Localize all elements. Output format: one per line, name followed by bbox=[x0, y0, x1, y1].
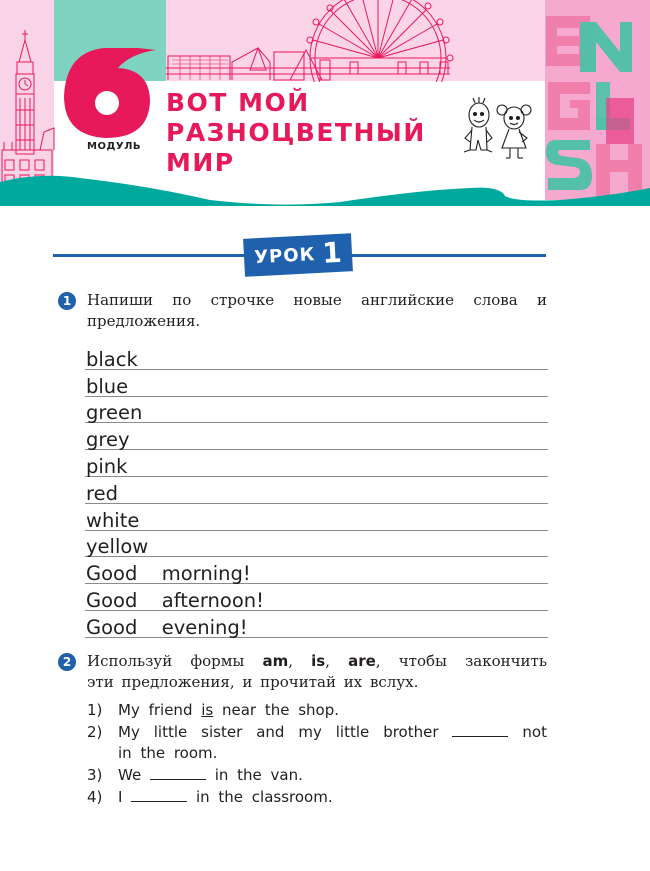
answer-blank[interactable] bbox=[131, 787, 187, 802]
sample-word: black bbox=[86, 347, 138, 371]
answer-blank[interactable] bbox=[452, 722, 508, 737]
sample-word: blue bbox=[86, 374, 129, 398]
writing-line[interactable] bbox=[85, 423, 548, 450]
writing-line[interactable] bbox=[85, 611, 548, 638]
writing-line[interactable] bbox=[85, 343, 548, 370]
exercise2-items bbox=[87, 700, 547, 809]
exercise2-instruction bbox=[87, 651, 547, 693]
module-title bbox=[166, 88, 426, 178]
instruction-line: эти предложения, и прочитай их вслух. bbox=[87, 673, 419, 691]
writing-line[interactable] bbox=[85, 450, 548, 477]
sentence-item: 3) We in the van. bbox=[87, 766, 303, 784]
sample-word: yellow bbox=[86, 535, 149, 559]
form-are: are bbox=[348, 652, 376, 670]
answer-example: is bbox=[201, 701, 214, 719]
writing-line[interactable] bbox=[85, 370, 548, 397]
sentence-item: 1) My friend is near the shop. bbox=[87, 701, 340, 719]
module-header-banner bbox=[0, 0, 650, 206]
writing-line[interactable] bbox=[85, 397, 548, 424]
module-title-line: ВОТ МОЙ bbox=[166, 88, 310, 117]
writing-line[interactable] bbox=[85, 531, 548, 558]
module-number-six bbox=[60, 44, 160, 144]
writing-line[interactable] bbox=[85, 557, 548, 584]
answer-blank[interactable] bbox=[150, 765, 206, 780]
exercise-number-badge: 2 bbox=[58, 653, 76, 671]
instruction-line: Напиши по строчке новые английские слова и bbox=[87, 291, 547, 309]
sentence-item: 2) My little sister and my little brother not in the room. bbox=[87, 723, 547, 762]
sample-phrase: Good morning! bbox=[86, 562, 251, 586]
lesson-badge bbox=[243, 233, 353, 277]
exercise1-instruction bbox=[87, 290, 547, 332]
sample-word: green bbox=[86, 401, 143, 425]
instruction-line: предложения. bbox=[87, 312, 201, 330]
sample-word: pink bbox=[86, 454, 128, 478]
sample-word: red bbox=[86, 481, 118, 505]
sample-word: grey bbox=[86, 428, 130, 452]
lesson-number: 1 bbox=[321, 235, 343, 270]
module-label: МОДУЛЬ bbox=[87, 141, 141, 152]
module-title-line: МИР bbox=[166, 148, 235, 177]
sample-phrase: Good afternoon! bbox=[86, 588, 264, 612]
exercise-number-badge: 1 bbox=[58, 292, 76, 310]
module-title-line: РАЗНОЦВЕТНЫЙ bbox=[166, 118, 426, 147]
writing-line[interactable] bbox=[85, 477, 548, 504]
sample-phrase: Good evening! bbox=[86, 615, 248, 639]
writing-line[interactable] bbox=[85, 584, 548, 611]
lesson-label: УРОК bbox=[253, 243, 316, 268]
sentence-item: 4) I in the classroom. bbox=[87, 788, 333, 806]
writing-lines bbox=[85, 343, 548, 638]
instruction-line: Используй формы am, is, are, чтобы закончить bbox=[87, 652, 547, 670]
form-am: am bbox=[262, 652, 289, 670]
form-is: is bbox=[311, 652, 326, 670]
sample-word: white bbox=[86, 508, 140, 532]
writing-line[interactable] bbox=[85, 504, 548, 531]
